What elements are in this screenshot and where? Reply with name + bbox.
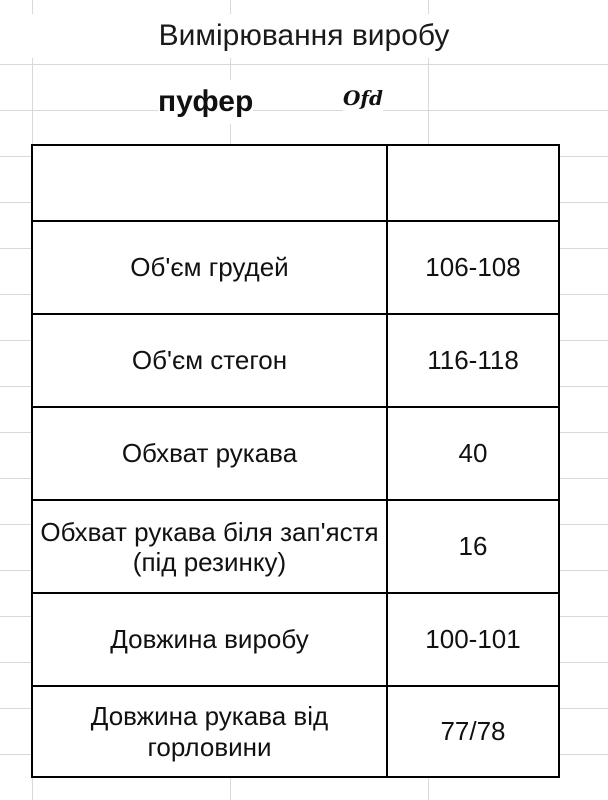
- brand-mark: Ofd: [343, 86, 384, 110]
- document-title: Вимірювання виробу: [0, 14, 608, 58]
- row-label: Об'єм стегон: [32, 314, 387, 407]
- table-row: [32, 314, 559, 407]
- row-value: 106-108: [387, 221, 559, 314]
- table-row: [32, 407, 559, 500]
- row-value: 40: [387, 407, 559, 500]
- row-value: 77/78: [387, 686, 559, 777]
- table-row: [32, 686, 559, 777]
- measurements-table: [31, 144, 560, 778]
- row-value: 116-118: [387, 314, 559, 407]
- row-label: Обхват рукава біля зап'ястя (під резинку): [32, 500, 387, 593]
- product-name: пуфер: [158, 80, 253, 124]
- header-cell-label: [32, 145, 387, 221]
- row-value: 16: [387, 500, 559, 593]
- table-header-row: [32, 145, 559, 221]
- row-value: 100-101: [387, 593, 559, 686]
- row-label: Довжина рукава від горловини: [32, 686, 387, 777]
- table-row: [32, 593, 559, 686]
- row-label: Об'єм грудей: [32, 221, 387, 314]
- row-label: Обхват рукава: [32, 407, 387, 500]
- row-label: Довжина виробу: [32, 593, 387, 686]
- table-row: [32, 221, 559, 314]
- header-cell-value: [387, 145, 559, 221]
- table-row: [32, 500, 559, 593]
